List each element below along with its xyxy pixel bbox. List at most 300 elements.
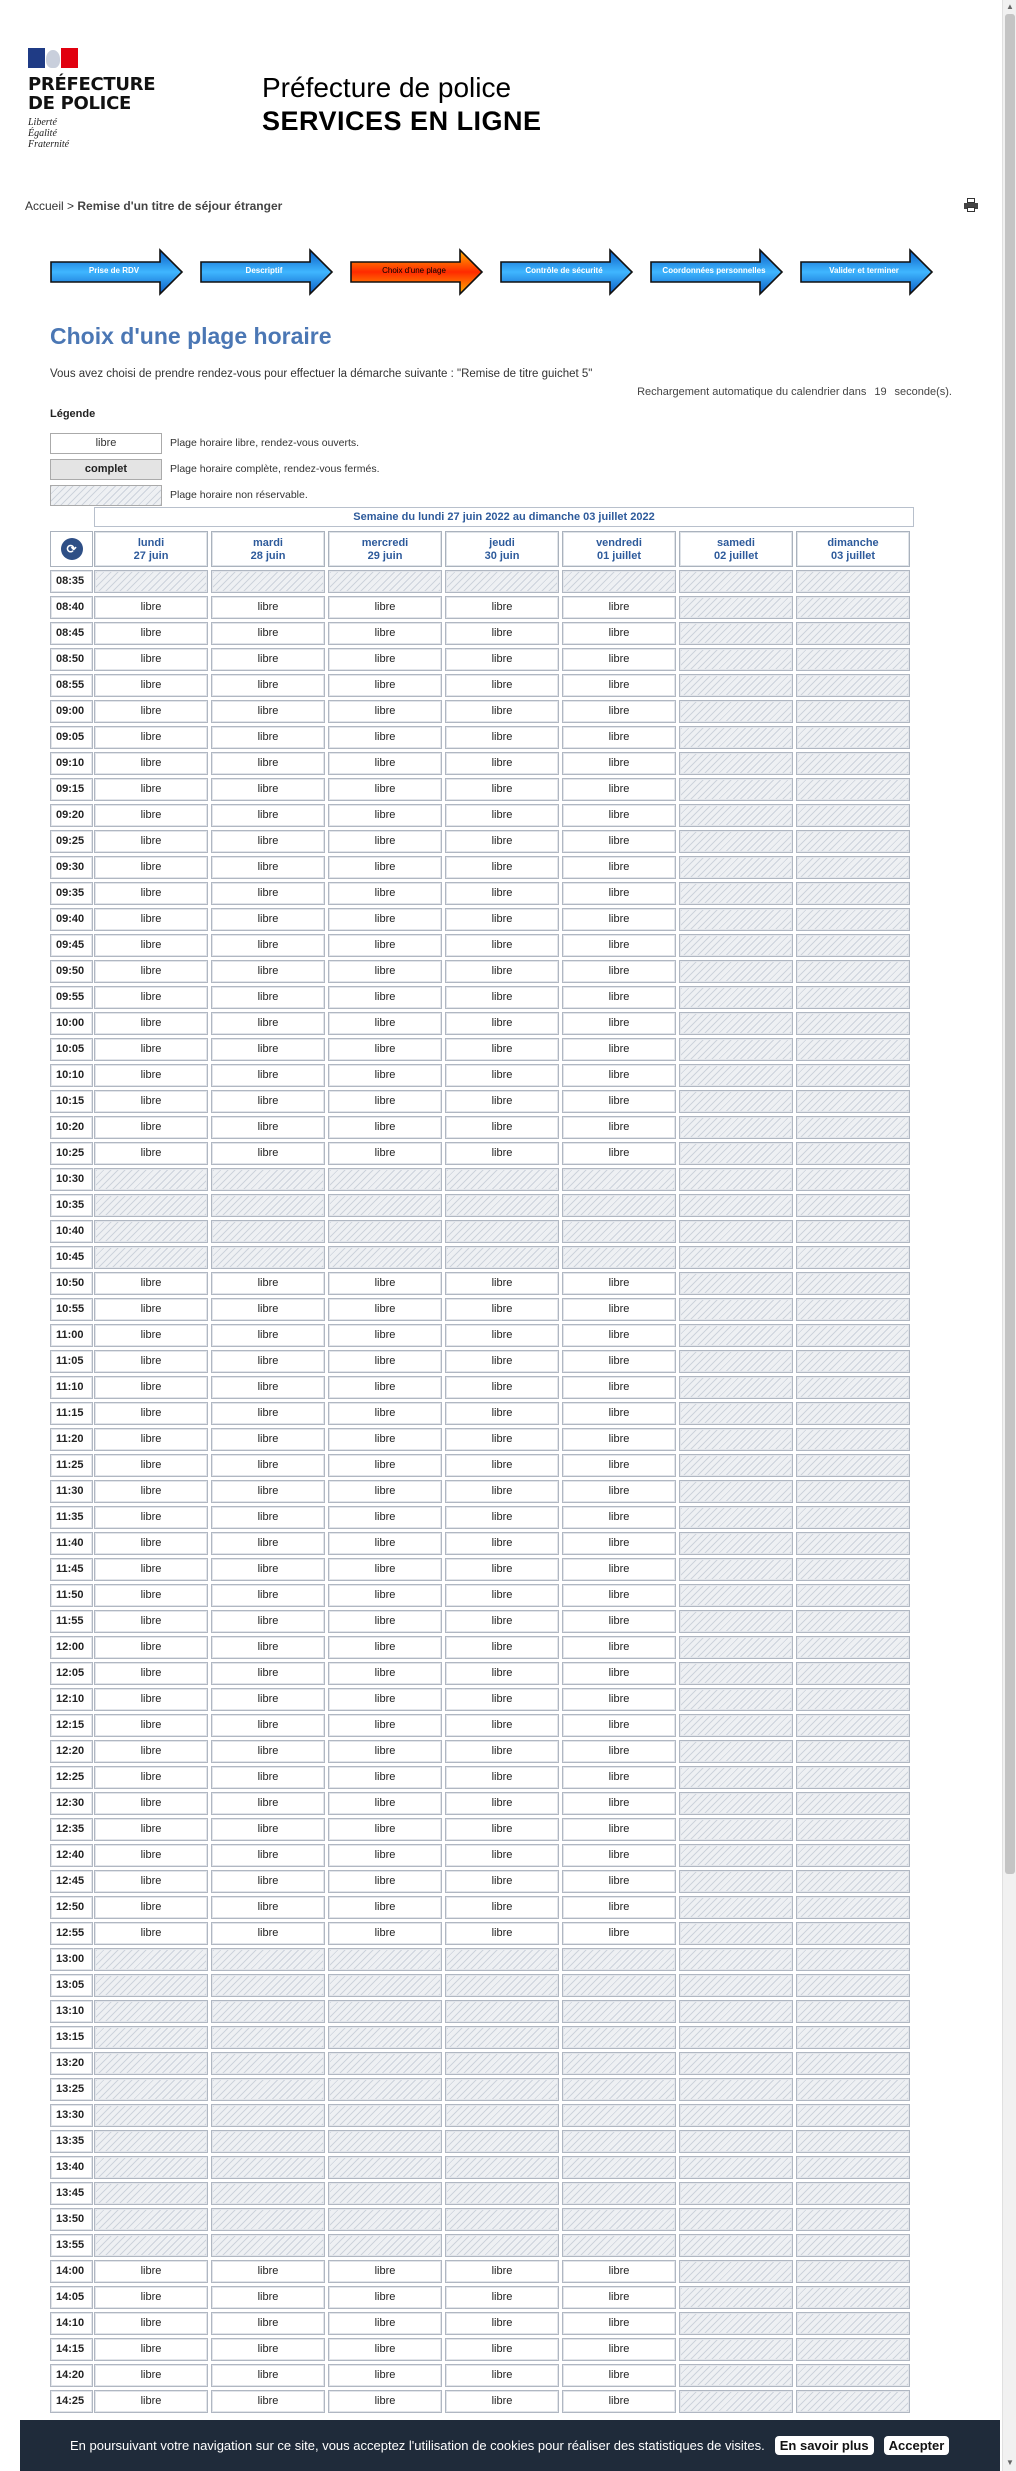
slot-libre[interactable]: libre	[445, 2286, 559, 2309]
slot-libre[interactable]: libre	[328, 1272, 442, 1295]
slot-libre[interactable]: libre	[94, 934, 208, 957]
slot-libre[interactable]: libre	[328, 1870, 442, 1893]
slot-libre[interactable]: libre	[445, 1766, 559, 1789]
slot-libre[interactable]: libre	[445, 1610, 559, 1633]
slot-libre[interactable]: libre	[328, 2338, 442, 2361]
slot-libre[interactable]: libre	[94, 1012, 208, 1035]
slot-libre[interactable]: libre	[445, 596, 559, 619]
slot-libre[interactable]: libre	[445, 1714, 559, 1737]
slot-libre[interactable]: libre	[94, 1298, 208, 1321]
slot-libre[interactable]: libre	[94, 804, 208, 827]
slot-libre[interactable]: libre	[328, 1610, 442, 1633]
slot-libre[interactable]: libre	[94, 1922, 208, 1945]
slot-unavailable	[796, 2130, 910, 2153]
day-name: vendredi	[596, 537, 642, 549]
slot-libre[interactable]: libre	[562, 2390, 676, 2413]
slot-libre[interactable]: libre	[94, 1584, 208, 1607]
slot-libre[interactable]: libre	[94, 1714, 208, 1737]
slot-libre[interactable]: libre	[328, 1558, 442, 1581]
slot-libre[interactable]: libre	[562, 882, 676, 905]
slot-libre[interactable]: libre	[328, 596, 442, 619]
slot-libre[interactable]: libre	[94, 1688, 208, 1711]
slot-libre[interactable]: libre	[94, 1558, 208, 1581]
slot-unavailable	[679, 830, 793, 853]
cookie-more-button[interactable]: En savoir plus	[775, 2436, 874, 2455]
slot-libre[interactable]: libre	[562, 1064, 676, 1087]
slot-libre[interactable]: libre	[328, 908, 442, 931]
slot-unavailable	[445, 1246, 559, 1269]
slot-libre[interactable]: libre	[328, 2260, 442, 2283]
slot-libre[interactable]: libre	[94, 1350, 208, 1373]
slot-libre[interactable]: libre	[445, 986, 559, 1009]
slot-libre[interactable]: libre	[211, 1480, 325, 1503]
breadcrumb-home-link[interactable]: Accueil	[25, 199, 64, 213]
slot-libre[interactable]: libre	[445, 2364, 559, 2387]
slot-libre[interactable]: libre	[94, 986, 208, 1009]
slot-libre[interactable]: libre	[562, 934, 676, 957]
slot-libre[interactable]: libre	[328, 1766, 442, 1789]
slot-libre[interactable]: libre	[328, 648, 442, 671]
slot-libre[interactable]: libre	[328, 1688, 442, 1711]
slot-libre[interactable]: libre	[562, 1090, 676, 1113]
slot-libre[interactable]: libre	[211, 1090, 325, 1113]
slot-libre[interactable]: libre	[562, 1792, 676, 1815]
slot-libre[interactable]: libre	[211, 622, 325, 645]
slot-libre[interactable]: libre	[328, 1454, 442, 1477]
slot-libre[interactable]: libre	[94, 960, 208, 983]
slot-libre[interactable]: libre	[445, 1480, 559, 1503]
slot-libre[interactable]: libre	[562, 1688, 676, 1711]
refresh-icon[interactable]: ⟳	[61, 538, 83, 560]
slot-libre[interactable]: libre	[328, 1012, 442, 1035]
slot-libre[interactable]: libre	[94, 674, 208, 697]
slot-libre[interactable]: libre	[328, 1428, 442, 1451]
slot-libre[interactable]: libre	[211, 1402, 325, 1425]
slot-unavailable	[94, 2078, 208, 2101]
slot-libre[interactable]: libre	[211, 700, 325, 723]
slot-libre[interactable]: libre	[211, 1532, 325, 1555]
slot-libre[interactable]: libre	[562, 1480, 676, 1503]
slot-libre[interactable]: libre	[211, 2364, 325, 2387]
slot-libre[interactable]: libre	[328, 1740, 442, 1763]
time-slots	[50, 569, 914, 2415]
slot-libre[interactable]: libre	[562, 1584, 676, 1607]
slot-libre[interactable]: libre	[445, 1038, 559, 1061]
slot-libre[interactable]: libre	[445, 1402, 559, 1425]
slot-libre[interactable]: libre	[94, 1454, 208, 1477]
slot-libre[interactable]: libre	[211, 596, 325, 619]
slot-libre[interactable]: libre	[211, 2390, 325, 2413]
slot-unavailable	[679, 1272, 793, 1295]
slot-libre[interactable]: libre	[328, 2312, 442, 2335]
slot-libre[interactable]: libre	[211, 2338, 325, 2361]
slot-libre[interactable]: libre	[445, 778, 559, 801]
slot-libre[interactable]: libre	[94, 1272, 208, 1295]
slot-libre[interactable]: libre	[328, 1064, 442, 1087]
slot-libre[interactable]: libre	[211, 986, 325, 1009]
slot-libre[interactable]: libre	[211, 1558, 325, 1581]
slot-libre[interactable]: libre	[328, 1350, 442, 1373]
slot-libre[interactable]: libre	[211, 1116, 325, 1139]
slot-libre[interactable]: libre	[211, 1428, 325, 1451]
slot-libre[interactable]: libre	[328, 1818, 442, 1841]
slot-libre[interactable]: libre	[445, 2312, 559, 2335]
slot-libre[interactable]: libre	[445, 2338, 559, 2361]
slot-libre[interactable]: libre	[445, 1428, 559, 1451]
slot-libre[interactable]: libre	[562, 1532, 676, 1555]
slot-libre[interactable]: libre	[328, 726, 442, 749]
slot-libre[interactable]: libre	[445, 1116, 559, 1139]
slot-libre[interactable]: libre	[94, 1844, 208, 1867]
slot-libre[interactable]: libre	[328, 1584, 442, 1607]
slot-libre[interactable]: libre	[562, 648, 676, 671]
slot-libre[interactable]: libre	[328, 960, 442, 983]
slot-libre[interactable]: libre	[562, 1038, 676, 1061]
slot-libre[interactable]: libre	[562, 700, 676, 723]
slot-libre[interactable]: libre	[562, 1454, 676, 1477]
slot-libre[interactable]: libre	[328, 778, 442, 801]
slot-libre[interactable]: libre	[328, 2286, 442, 2309]
slot-libre[interactable]: libre	[562, 1558, 676, 1581]
slot-libre[interactable]: libre	[562, 804, 676, 827]
slot-libre[interactable]: libre	[445, 2260, 559, 2283]
slot-libre[interactable]: libre	[94, 2390, 208, 2413]
slot-unavailable	[679, 1324, 793, 1347]
slot-libre[interactable]: libre	[562, 1272, 676, 1295]
slot-libre[interactable]: libre	[562, 856, 676, 879]
day-date: 29 juin	[367, 550, 403, 562]
slot-libre[interactable]: libre	[211, 1766, 325, 1789]
slot-libre[interactable]: libre	[94, 700, 208, 723]
slot-libre[interactable]: libre	[445, 2390, 559, 2413]
slot-libre[interactable]: libre	[211, 1454, 325, 1477]
slot-libre[interactable]: libre	[562, 1116, 676, 1139]
scroll-thumb[interactable]	[1005, 14, 1015, 1874]
slot-libre[interactable]: libre	[328, 1480, 442, 1503]
slot-libre[interactable]: libre	[328, 1532, 442, 1555]
slot-libre[interactable]: libre	[328, 1142, 442, 1165]
slot-libre[interactable]: libre	[445, 1792, 559, 1815]
slot-libre[interactable]: libre	[94, 1766, 208, 1789]
time-label: 14:00	[50, 2260, 93, 2283]
slot-libre[interactable]: libre	[94, 1506, 208, 1529]
time-label: 11:55	[50, 1610, 93, 1633]
slot-libre[interactable]: libre	[562, 2338, 676, 2361]
scroll-down-arrow-icon[interactable]: ▼	[1006, 2458, 1014, 2467]
slot-libre[interactable]: libre	[328, 1116, 442, 1139]
slot-libre[interactable]: libre	[445, 856, 559, 879]
slot-libre[interactable]: libre	[328, 1844, 442, 1867]
slot-libre[interactable]: libre	[211, 2260, 325, 2283]
slot-libre[interactable]: libre	[94, 752, 208, 775]
slot-libre[interactable]: libre	[562, 1142, 676, 1165]
slot-unavailable	[796, 1844, 910, 1867]
slot-libre[interactable]: libre	[445, 1740, 559, 1763]
slot-libre[interactable]: libre	[562, 1714, 676, 1737]
slot-libre[interactable]: libre	[562, 1636, 676, 1659]
slot-libre[interactable]: libre	[562, 674, 676, 697]
slot-libre[interactable]: libre	[562, 1428, 676, 1451]
slot-libre[interactable]: libre	[328, 1298, 442, 1321]
slot-libre[interactable]: libre	[445, 908, 559, 931]
slot-libre[interactable]: libre	[94, 1818, 208, 1841]
slot-libre[interactable]: libre	[94, 2312, 208, 2335]
slot-libre[interactable]: libre	[94, 778, 208, 801]
slot-libre[interactable]: libre	[211, 1714, 325, 1737]
slot-libre[interactable]: libre	[211, 830, 325, 853]
slot-libre[interactable]: libre	[94, 1038, 208, 1061]
slot-libre[interactable]: libre	[211, 648, 325, 671]
slot-libre[interactable]: libre	[211, 1922, 325, 1945]
slot-libre[interactable]: libre	[562, 778, 676, 801]
slot-libre[interactable]: libre	[562, 960, 676, 983]
slot-libre[interactable]: libre	[328, 1792, 442, 1815]
slot-libre[interactable]: libre	[445, 1818, 559, 1841]
slot-libre[interactable]: libre	[211, 908, 325, 931]
slot-libre[interactable]: libre	[562, 1610, 676, 1633]
time-label: 11:05	[50, 1350, 93, 1373]
slot-libre[interactable]: libre	[211, 1584, 325, 1607]
slot-libre[interactable]: libre	[94, 2338, 208, 2361]
slot-libre[interactable]: libre	[211, 752, 325, 775]
slot-libre[interactable]: libre	[94, 1480, 208, 1503]
slot-libre[interactable]: libre	[94, 882, 208, 905]
slot-libre[interactable]: libre	[445, 1272, 559, 1295]
slot-libre[interactable]: libre	[328, 1714, 442, 1737]
slot-libre[interactable]: libre	[328, 1402, 442, 1425]
slot-libre[interactable]: libre	[94, 1662, 208, 1685]
slot-libre[interactable]: libre	[562, 2286, 676, 2309]
slot-libre[interactable]: libre	[445, 1324, 559, 1347]
slot-libre[interactable]: libre	[562, 1298, 676, 1321]
slot-libre[interactable]: libre	[562, 830, 676, 853]
slot-libre[interactable]: libre	[562, 1922, 676, 1945]
slot-libre[interactable]: libre	[328, 882, 442, 905]
slot-libre[interactable]: libre	[445, 1922, 559, 1945]
slot-libre[interactable]: libre	[94, 1870, 208, 1893]
slot-libre[interactable]: libre	[94, 830, 208, 853]
slot-libre[interactable]: libre	[445, 1662, 559, 1685]
slot-libre[interactable]: libre	[328, 986, 442, 1009]
slot-libre[interactable]: libre	[562, 622, 676, 645]
slot-libre[interactable]: libre	[211, 804, 325, 827]
site-title-line2: SERVICES EN LIGNE	[262, 106, 542, 136]
slot-libre[interactable]: libre	[562, 986, 676, 1009]
slot-libre[interactable]: libre	[562, 1506, 676, 1529]
slot-libre[interactable]: libre	[562, 752, 676, 775]
slot-libre[interactable]: libre	[211, 1272, 325, 1295]
slot-libre[interactable]: libre	[94, 1636, 208, 1659]
slot-libre[interactable]: libre	[94, 596, 208, 619]
slot-libre[interactable]: libre	[562, 1870, 676, 1893]
slot-libre[interactable]: libre	[445, 622, 559, 645]
slot-libre[interactable]: libre	[328, 1376, 442, 1399]
slot-libre[interactable]: libre	[445, 1454, 559, 1477]
slot-libre[interactable]: libre	[211, 960, 325, 983]
slot-libre[interactable]: libre	[211, 1636, 325, 1659]
slot-libre[interactable]: libre	[211, 1064, 325, 1087]
slot-libre[interactable]: libre	[562, 1012, 676, 1035]
slot-libre[interactable]: libre	[445, 1558, 559, 1581]
slot-libre[interactable]: libre	[211, 726, 325, 749]
slot-libre[interactable]: libre	[445, 804, 559, 827]
cookie-accept-button[interactable]: Accepter	[884, 2436, 950, 2455]
table-row	[50, 2363, 914, 2389]
slot-libre[interactable]: libre	[211, 1792, 325, 1815]
slot-libre[interactable]: libre	[562, 2364, 676, 2387]
slot-libre[interactable]: libre	[328, 1636, 442, 1659]
slot-libre[interactable]: libre	[211, 2286, 325, 2309]
scrollbar[interactable]	[1002, 0, 1016, 2471]
slot-libre[interactable]: libre	[94, 648, 208, 671]
print-icon[interactable]	[964, 198, 978, 212]
slot-libre[interactable]: libre	[94, 1090, 208, 1113]
slot-libre[interactable]: libre	[328, 700, 442, 723]
slot-libre[interactable]: libre	[445, 882, 559, 905]
slot-libre[interactable]: libre	[445, 1532, 559, 1555]
slot-libre[interactable]: libre	[445, 726, 559, 749]
slot-libre[interactable]: libre	[328, 1922, 442, 1945]
slot-libre[interactable]: libre	[328, 2390, 442, 2413]
slot-unavailable	[796, 674, 910, 697]
slot-libre[interactable]: libre	[328, 1662, 442, 1685]
slot-libre[interactable]: libre	[94, 726, 208, 749]
slot-libre[interactable]: libre	[211, 1818, 325, 1841]
slot-libre[interactable]: libre	[562, 1766, 676, 1789]
slot-libre[interactable]: libre	[562, 1402, 676, 1425]
slot-libre[interactable]: libre	[562, 1324, 676, 1347]
slot-libre[interactable]: libre	[94, 1402, 208, 1425]
slot-libre[interactable]: libre	[94, 2364, 208, 2387]
slot-libre[interactable]: libre	[562, 1350, 676, 1373]
slot-libre[interactable]: libre	[94, 2260, 208, 2283]
slot-libre[interactable]: libre	[562, 1896, 676, 1919]
slot-libre[interactable]: libre	[211, 1376, 325, 1399]
slot-libre[interactable]: libre	[328, 752, 442, 775]
slot-libre[interactable]: libre	[562, 1662, 676, 1685]
slot-libre[interactable]: libre	[445, 1090, 559, 1113]
slot-libre[interactable]: libre	[445, 934, 559, 957]
slot-unavailable	[94, 1194, 208, 1217]
slot-libre[interactable]: libre	[445, 1844, 559, 1867]
slot-libre[interactable]: libre	[445, 1896, 559, 1919]
slot-libre[interactable]: libre	[328, 804, 442, 827]
slot-libre[interactable]: libre	[94, 856, 208, 879]
slot-libre[interactable]: libre	[328, 1090, 442, 1113]
slot-libre[interactable]: libre	[211, 1038, 325, 1061]
slot-libre[interactable]: libre	[94, 1532, 208, 1555]
slot-libre[interactable]: libre	[94, 1428, 208, 1451]
slot-libre[interactable]: libre	[445, 830, 559, 853]
slot-libre[interactable]: libre	[328, 1038, 442, 1061]
slot-libre[interactable]: libre	[94, 1376, 208, 1399]
scroll-up-arrow-icon[interactable]: ▲	[1006, 2, 1014, 11]
slot-libre[interactable]: libre	[562, 1376, 676, 1399]
slot-libre[interactable]: libre	[328, 2364, 442, 2387]
slot-libre[interactable]: libre	[211, 1688, 325, 1711]
slot-libre[interactable]: libre	[562, 2312, 676, 2335]
slot-libre[interactable]: libre	[211, 1350, 325, 1373]
slot-libre[interactable]: libre	[211, 1610, 325, 1633]
slot-libre[interactable]: libre	[211, 778, 325, 801]
slot-libre[interactable]: libre	[94, 1116, 208, 1139]
slot-libre[interactable]: libre	[211, 1662, 325, 1685]
slot-libre[interactable]: libre	[562, 596, 676, 619]
slot-libre[interactable]: libre	[211, 1142, 325, 1165]
slot-libre[interactable]: libre	[445, 674, 559, 697]
slot-libre[interactable]: libre	[211, 1298, 325, 1321]
slot-libre[interactable]: libre	[211, 1012, 325, 1035]
slot-libre[interactable]: libre	[445, 1688, 559, 1711]
slot-libre[interactable]: libre	[211, 882, 325, 905]
slot-libre[interactable]: libre	[94, 1324, 208, 1347]
slot-libre[interactable]: libre	[445, 1298, 559, 1321]
slot-libre[interactable]: libre	[445, 648, 559, 671]
slot-libre[interactable]: libre	[562, 726, 676, 749]
slot-libre[interactable]: libre	[211, 674, 325, 697]
slot-libre[interactable]: libre	[562, 1740, 676, 1763]
slot-libre[interactable]: libre	[94, 1896, 208, 1919]
slot-libre[interactable]: libre	[211, 934, 325, 957]
slot-libre[interactable]: libre	[445, 1350, 559, 1373]
slot-libre[interactable]: libre	[328, 674, 442, 697]
slot-libre[interactable]: libre	[94, 1610, 208, 1633]
slot-libre[interactable]: libre	[211, 1506, 325, 1529]
slot-libre[interactable]: libre	[211, 1844, 325, 1867]
slot-libre[interactable]: libre	[445, 1142, 559, 1165]
prefecture-logo[interactable]	[28, 48, 158, 150]
slot-libre[interactable]: libre	[328, 830, 442, 853]
slot-libre[interactable]: libre	[445, 1012, 559, 1035]
slot-libre[interactable]: libre	[445, 1584, 559, 1607]
slot-libre[interactable]: libre	[94, 1740, 208, 1763]
slot-libre[interactable]: libre	[94, 1142, 208, 1165]
slot-libre[interactable]: libre	[328, 856, 442, 879]
slot-libre[interactable]: libre	[211, 1324, 325, 1347]
slot-libre[interactable]: libre	[445, 1870, 559, 1893]
slot-libre[interactable]: libre	[211, 1896, 325, 1919]
slot-libre[interactable]: libre	[328, 1506, 442, 1529]
slot-libre[interactable]: libre	[211, 2312, 325, 2335]
table-row	[50, 1583, 914, 1609]
slot-libre[interactable]: libre	[328, 622, 442, 645]
slot-libre[interactable]: libre	[445, 752, 559, 775]
slot-libre[interactable]: libre	[328, 934, 442, 957]
slot-libre[interactable]: libre	[445, 960, 559, 983]
slot-libre[interactable]: libre	[562, 2260, 676, 2283]
slot-libre[interactable]: libre	[211, 856, 325, 879]
slot-libre[interactable]: libre	[562, 1844, 676, 1867]
slot-libre[interactable]: libre	[445, 1376, 559, 1399]
slot-libre[interactable]: libre	[94, 1064, 208, 1087]
slot-libre[interactable]: libre	[94, 622, 208, 645]
slot-libre[interactable]: libre	[562, 908, 676, 931]
slot-libre[interactable]: libre	[562, 1818, 676, 1841]
slot-unavailable	[211, 2182, 325, 2205]
slot-libre[interactable]: libre	[211, 1870, 325, 1893]
slot-libre[interactable]: libre	[445, 1064, 559, 1087]
slot-libre[interactable]: libre	[94, 908, 208, 931]
slot-libre[interactable]: libre	[211, 1740, 325, 1763]
slot-unavailable	[562, 1974, 676, 1997]
slot-libre[interactable]: libre	[328, 1896, 442, 1919]
slot-libre[interactable]: libre	[445, 700, 559, 723]
slot-libre[interactable]: libre	[445, 1506, 559, 1529]
slot-libre[interactable]: libre	[328, 1324, 442, 1347]
slot-libre[interactable]: libre	[94, 1792, 208, 1815]
slot-libre[interactable]: libre	[445, 1636, 559, 1659]
slot-libre[interactable]: libre	[94, 2286, 208, 2309]
